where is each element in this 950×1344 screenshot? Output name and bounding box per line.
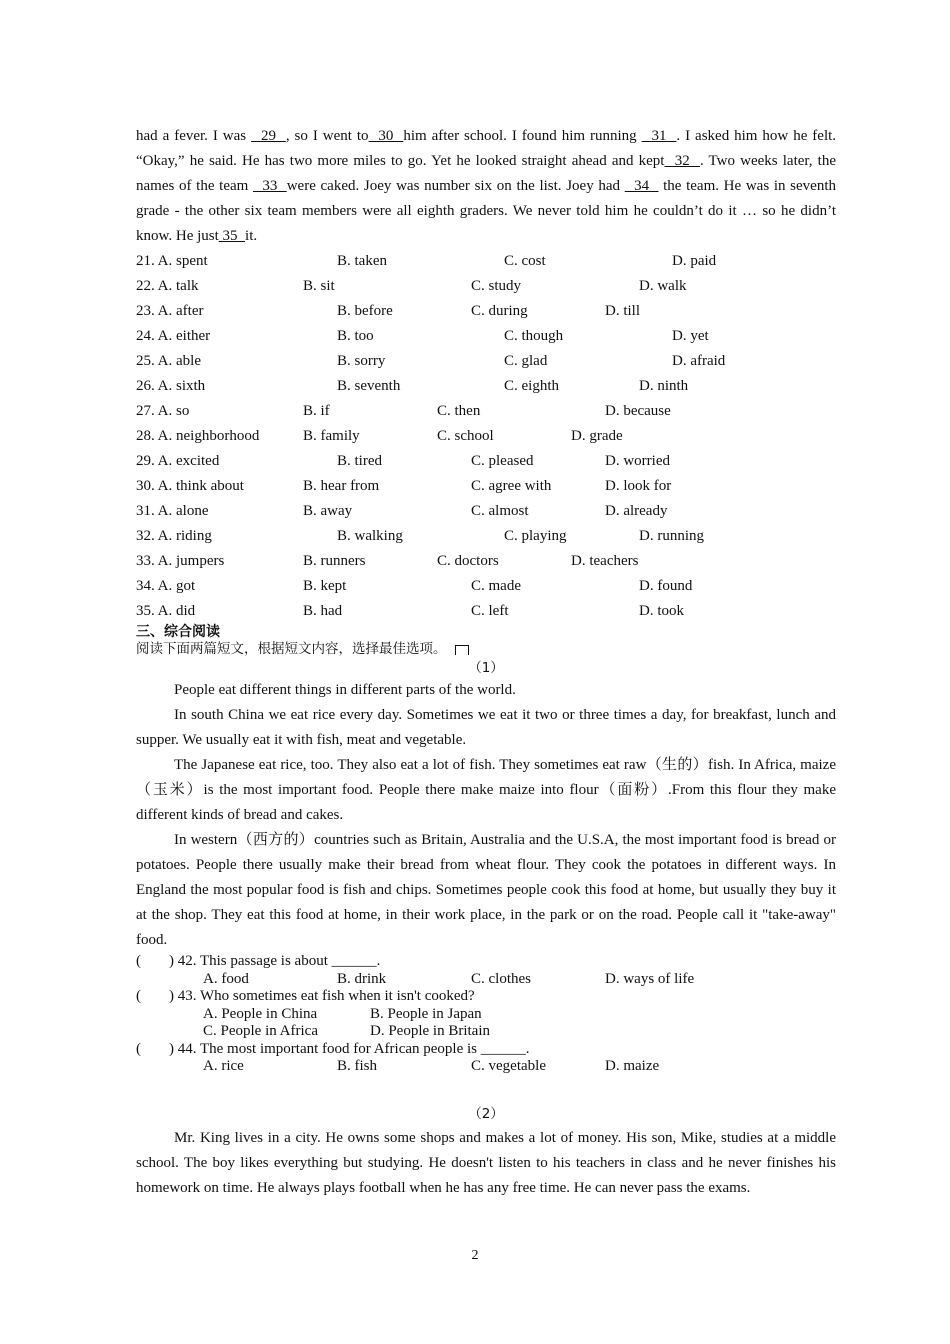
blank-number: 35 [218, 228, 246, 244]
page-number: 2 [471, 1248, 479, 1263]
section-heading: 三、综合阅读 [136, 624, 220, 640]
option-a: 28. A. neighborhood [136, 428, 260, 444]
option-c: C. cost [504, 253, 546, 269]
blank-number: 34 [624, 178, 659, 194]
instruction-text: 阅读下面两篇短文，根据短文内容，选择最佳选项。 [136, 641, 447, 657]
option-b: B. seventh [337, 378, 401, 394]
option-a: 21. A. spent [136, 253, 208, 269]
option-c: C. pleased [471, 453, 534, 469]
cloze-passage-continuation [136, 124, 836, 249]
answer-bracket[interactable]: ( [136, 1040, 141, 1057]
option-c[interactable]: C. vegetable [471, 1058, 546, 1074]
cloze-option-row [136, 399, 836, 424]
option-b[interactable]: B. drink [337, 970, 387, 987]
section-instruction [136, 640, 836, 658]
option-c: C. made [471, 578, 521, 594]
cloze-option-row [136, 299, 836, 324]
question-text: ) 42. This passage is about ______. [169, 953, 381, 969]
answer-bracket[interactable]: ( [136, 988, 141, 1004]
option-a[interactable]: A. People in China [203, 1005, 318, 1022]
option-d: D. ninth [639, 378, 689, 394]
question-stem [136, 988, 836, 1006]
passage-paragraph: People eat different things in different parts of the world. [174, 682, 516, 698]
option-b[interactable]: B. fish [337, 1058, 378, 1074]
option-c: C. eighth [504, 378, 559, 394]
question-stem [136, 953, 836, 971]
option-a[interactable]: A. food [203, 970, 249, 987]
option-b: B. walking [337, 528, 403, 544]
passage-2-label: （2） [468, 1105, 504, 1122]
option-b: B. runners [303, 553, 366, 569]
cloze-option-row [136, 424, 836, 449]
option-d: D. running [639, 528, 704, 544]
cloze-option-row [136, 324, 836, 349]
page-content [136, 124, 836, 1201]
passage-text: . Two weeks later, the names of the team [136, 153, 836, 194]
option-d[interactable]: D. maize [605, 1058, 660, 1074]
option-a: 24. A. either [136, 328, 211, 344]
cloze-option-row [136, 474, 836, 499]
option-d: D. teachers [571, 553, 639, 569]
option-c: C. though [504, 328, 564, 344]
option-d[interactable]: D. ways of life [605, 970, 695, 987]
question-options [136, 1006, 836, 1024]
option-c: C. playing [504, 528, 567, 544]
question-options [136, 971, 836, 989]
passage-paragraph: In south China we eat rice every day. Sometimes we eat it two or three times a day, for breakfast, lunch and supper. We usually eat it with fish, meat and vegetable. [136, 707, 836, 748]
passage-text: had a fever. I was [136, 128, 252, 144]
passage-paragraph: In western（西方的）countries such as Britain, Australia and the U.S.A, the most important food is bread or potatoes. People there usually make their bread from wheat flour. They cook the potatoes in different ways. In England the most popular food is fish and chips. Sometimes people cook this food at home, but usually they buy it at the shop. They eat this food at home, in their work place, in the park or on the road. People call it "take-away" food. [136, 832, 836, 948]
cloze-options-list [136, 249, 836, 624]
option-b: B. family [303, 428, 360, 444]
option-d: D. worried [605, 453, 670, 469]
option-d: D. paid [672, 253, 717, 269]
reading-questions [136, 953, 836, 1076]
question-options [136, 1023, 836, 1041]
option-d: D. afraid [672, 353, 726, 369]
answer-bracket[interactable]: ( [136, 953, 141, 969]
option-b[interactable]: B. People in Japan [370, 1005, 482, 1022]
cloze-option-row [136, 574, 836, 599]
option-a: 27. A. so [136, 403, 190, 419]
option-d: D. yet [672, 328, 709, 344]
option-b: B. tired [337, 453, 382, 469]
reading-passage-1 [136, 678, 836, 953]
blank-number: 33 [253, 178, 287, 194]
cloze-option-row [136, 599, 836, 624]
option-a: 30. A. think about [136, 478, 244, 494]
option-b: B. taken [337, 253, 387, 269]
reading-passage-2 [136, 1126, 836, 1201]
passage-text: the team. He was in seventh grade - the other six team members were all eighth graders. We never told him he couldn’t do it … so he didn’t know. He just [136, 178, 837, 244]
option-d: D. grade [571, 428, 623, 444]
option-a: 33. A. jumpers [136, 553, 225, 569]
option-a: 22. A. talk [136, 278, 199, 294]
option-a: 32. A. riding [136, 528, 212, 544]
passage-text: it. [245, 228, 258, 244]
blank-number: 29 [251, 128, 286, 144]
option-a: 35. A. did [136, 603, 196, 619]
passage-1-label: （1） [468, 660, 504, 676]
option-b: B. hear from [303, 478, 380, 494]
option-c: C. glad [504, 353, 548, 369]
option-a: 34. A. got [136, 578, 196, 594]
option-c: C. during [471, 303, 528, 319]
option-c: C. agree with [471, 478, 552, 494]
option-a: 23. A. after [136, 303, 204, 319]
question-options [136, 1058, 836, 1076]
passage-text: were caked. Joey was number six on the list. Joey had [286, 178, 625, 194]
option-d: D. took [639, 603, 684, 619]
option-a: 31. A. alone [136, 503, 209, 519]
option-c: C. left [471, 603, 509, 619]
cloze-option-row [136, 249, 836, 274]
option-c: C. study [471, 278, 522, 294]
cloze-option-row [136, 449, 836, 474]
option-b: B. kept [303, 578, 347, 594]
cloze-option-row [136, 499, 836, 524]
option-d: D. look for [605, 478, 672, 494]
option-d[interactable]: D. People in Britain [370, 1023, 490, 1039]
option-c: C. doctors [437, 553, 499, 569]
passage-text: , so I went to [285, 128, 369, 144]
option-c: C. almost [471, 503, 529, 519]
option-c[interactable]: C. clothes [471, 970, 531, 987]
option-d: D. because [605, 403, 671, 419]
option-b: B. too [337, 328, 374, 344]
option-b: B. had [303, 603, 343, 619]
passage-text: him after school. I found him running [403, 128, 642, 144]
blank-number: 32 [664, 153, 700, 169]
option-a: 26. A. sixth [136, 378, 206, 394]
option-b: B. away [303, 503, 353, 519]
option-a[interactable]: A. rice [203, 1058, 244, 1074]
option-b: B. if [303, 403, 330, 419]
cloze-option-row [136, 374, 836, 399]
option-a: 29. A. excited [136, 453, 220, 469]
option-b: B. before [337, 303, 393, 319]
passage-paragraph: Mr. King lives in a city. He owns some shops and makes a lot of money. His son, Mike, studies at a middle school. The boy likes everything but studying. He doesn't listen to his teachers in class and he never finishes his homework on time. He always plays football when he has any free time. He can never pass the exams. [136, 1129, 836, 1196]
option-d: D. already [605, 503, 668, 519]
option-b: B. sorry [337, 353, 386, 369]
question-text: ) 43. Who sometimes eat fish when it isn't cooked? [169, 988, 475, 1004]
blank-number: 31 [641, 128, 677, 144]
cloze-option-row [136, 524, 836, 549]
option-d: D. walk [639, 278, 687, 294]
cloze-option-row [136, 349, 836, 374]
spacer [136, 1076, 836, 1102]
option-c: C. school [437, 428, 494, 444]
question-text: ) 44. The most important food for African people is ______. [169, 1040, 530, 1057]
option-c[interactable]: C. People in Africa [203, 1023, 318, 1039]
cloze-option-row [136, 274, 836, 299]
option-c: C. then [437, 403, 481, 419]
passage-text: . I asked him how he felt. “Okay,” he said. He has two more miles to go. Yet he looked straight ahead and kept [136, 128, 837, 169]
question-stem [136, 1041, 836, 1059]
passage-paragraph: The Japanese eat rice, too. They also eat a lot of fish. They sometimes eat raw（生的）fish. In Africa, maize（玉米）is the most important food. People there make maize into flour（面粉）.From this flour they make different kinds of bread and cakes. [136, 757, 836, 823]
option-a: 25. A. able [136, 353, 201, 369]
option-b: B. sit [303, 278, 335, 294]
option-d: D. till [605, 303, 641, 319]
blank-number: 30 [368, 128, 404, 144]
cloze-option-row [136, 549, 836, 574]
text-cursor-mark [455, 645, 469, 655]
option-d: D. found [639, 578, 693, 594]
